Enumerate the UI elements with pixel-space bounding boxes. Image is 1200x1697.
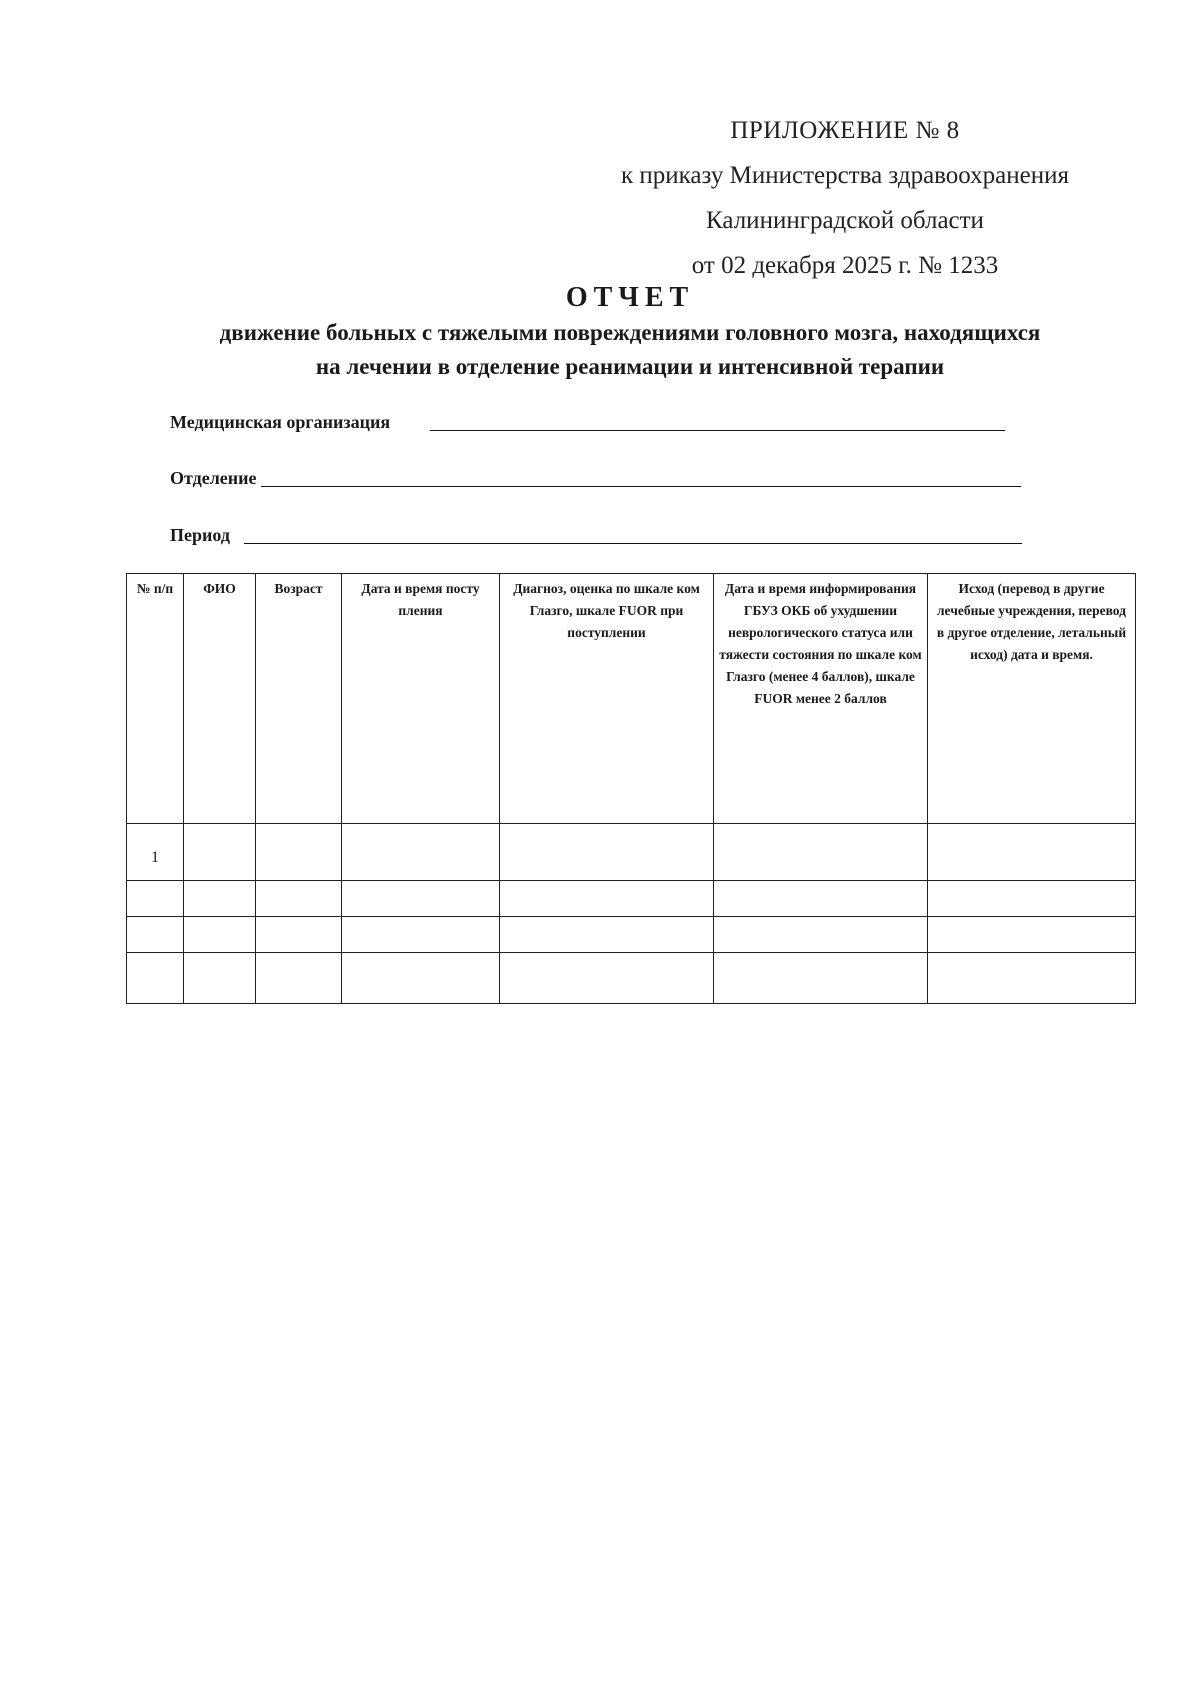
table-cell[interactable] bbox=[127, 917, 184, 953]
table-cell[interactable] bbox=[184, 917, 256, 953]
appendix-order-line: к приказу Министерства здравоохранения bbox=[620, 162, 1070, 189]
table-cell[interactable] bbox=[256, 881, 342, 917]
column-header-outcome: Исход (перевод в другие лечебные учреждения, перевод в другое отделение, летальный исход) дата и время. bbox=[928, 574, 1136, 824]
table-cell[interactable] bbox=[342, 881, 500, 917]
column-header-notification-datetime: Дата и время информирования ГБУЗ ОКБ об ухудшении неврологического статуса или тяжести состояния по шкале ком Глазго (менее 4 баллов), шкале FUOR менее 2 баллов bbox=[714, 574, 928, 824]
report-title: ОТЧЕТ bbox=[565, 282, 695, 313]
report-subtitle bbox=[115, 316, 1145, 384]
table-row bbox=[127, 881, 1136, 917]
table-cell[interactable] bbox=[342, 917, 500, 953]
table-cell[interactable] bbox=[928, 824, 1136, 881]
department-input-line[interactable] bbox=[261, 485, 1021, 487]
table-cell[interactable] bbox=[342, 953, 500, 1004]
table-cell[interactable] bbox=[127, 824, 184, 881]
organization-input-line[interactable] bbox=[430, 429, 1005, 431]
column-header-number: № п/п bbox=[127, 574, 184, 824]
report-subtitle-line-1: движение больных с тяжелыми повреждениями головного мозга, находящихся bbox=[219, 320, 1041, 345]
table-cell[interactable] bbox=[500, 824, 714, 881]
table-cell[interactable] bbox=[184, 953, 256, 1004]
table-cell[interactable] bbox=[500, 953, 714, 1004]
period-field bbox=[170, 525, 1022, 546]
table-cell[interactable] bbox=[928, 953, 1136, 1004]
table-header-row bbox=[127, 574, 1136, 824]
table-cell[interactable] bbox=[714, 881, 928, 917]
table-cell[interactable] bbox=[256, 953, 342, 1004]
column-header-admission-datetime: Дата и время посту пления bbox=[342, 574, 500, 824]
table-cell[interactable] bbox=[184, 881, 256, 917]
organization-label: Медицинская организация bbox=[170, 412, 391, 432]
table-cell[interactable] bbox=[184, 824, 256, 881]
table-cell[interactable] bbox=[928, 917, 1136, 953]
column-header-fio: ФИО bbox=[184, 574, 256, 824]
table-row bbox=[127, 824, 1136, 881]
table-cell[interactable] bbox=[256, 824, 342, 881]
organization-field bbox=[170, 412, 1005, 433]
table-cell[interactable] bbox=[342, 824, 500, 881]
appendix-header bbox=[565, 108, 1125, 288]
table-cell[interactable] bbox=[714, 824, 928, 881]
table-cell[interactable] bbox=[928, 881, 1136, 917]
table-cell[interactable] bbox=[714, 953, 928, 1004]
table-cell[interactable] bbox=[127, 953, 184, 1004]
table-cell[interactable] bbox=[500, 881, 714, 917]
department-label: Отделение bbox=[170, 468, 257, 488]
table-cell[interactable] bbox=[500, 917, 714, 953]
table-cell[interactable] bbox=[256, 917, 342, 953]
table-row bbox=[127, 917, 1136, 953]
table-row bbox=[127, 953, 1136, 1004]
row-number: 1 bbox=[151, 849, 159, 866]
period-input-line[interactable] bbox=[244, 542, 1022, 544]
report-table bbox=[126, 573, 1136, 1004]
report-subtitle-line-2: на лечении в отделение реанимации и интенсивной терапии bbox=[315, 354, 945, 379]
department-field bbox=[170, 468, 1021, 489]
appendix-region-line: Калининградской области bbox=[706, 207, 984, 234]
period-label: Период bbox=[170, 525, 230, 545]
appendix-date-line: от 02 декабря 2025 г. № 1233 bbox=[691, 252, 999, 279]
column-header-diagnosis: Диагноз, оценка по шкале ком Глазго, шкале FUOR при поступлении bbox=[500, 574, 714, 824]
table-cell[interactable] bbox=[127, 881, 184, 917]
appendix-title: ПРИЛОЖЕНИЕ № 8 bbox=[730, 117, 960, 144]
table-cell[interactable] bbox=[714, 917, 928, 953]
column-header-age: Возраст bbox=[256, 574, 342, 824]
